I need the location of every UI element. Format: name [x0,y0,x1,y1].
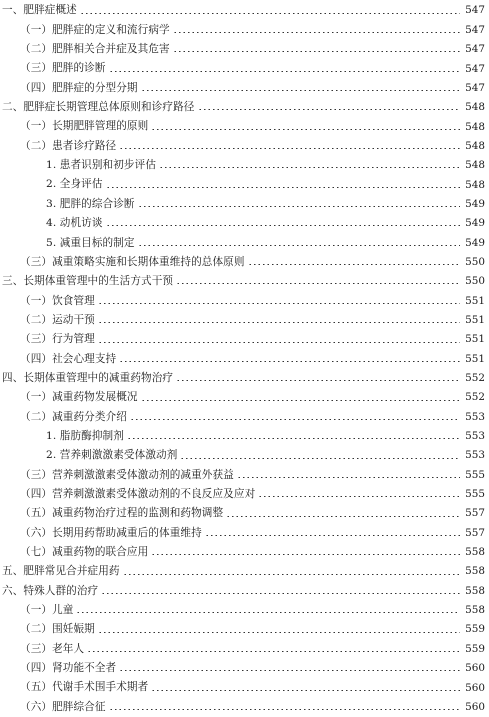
toc-entry-title: 一、肥胖症概述 [2,4,77,17]
toc-entry-level-2[interactable] [0,20,489,39]
dot-leader [123,574,460,575]
toc-entry-title: 三、长期体重管理中的生活方式干预 [2,275,174,288]
toc-entry-level-1[interactable] [0,98,489,117]
toc-entry-title: 四、长期体重管理中的减重药物治疗 [2,371,174,384]
toc-entry-level-2[interactable] [0,40,489,59]
toc-entry-page-number: 550 [465,255,485,268]
dot-leader [106,187,460,188]
toc-entry-level-2[interactable] [0,485,489,504]
toc-entry-page-number: 548 [465,120,485,133]
toc-entry-level-2[interactable] [0,388,489,407]
toc-entry-page-number: 549 [465,197,485,210]
toc-entry-page-number: 552 [465,391,485,404]
toc-entry-level-1[interactable] [0,1,489,20]
toc-entry-title: （一）肥胖症的定义和流行病学 [20,23,170,36]
toc-entry-title: 5. 减重目标的制定 [46,236,135,249]
toc-entry-level-2[interactable] [0,78,489,97]
toc-entry-page-number: 553 [465,449,485,462]
toc-entry-level-2[interactable] [0,465,489,484]
toc-entry-title: （四）营养刺激激素受体激动剂的不良反应及应对 [20,487,256,500]
toc-entry-title: （二）患者诊疗路径 [20,139,117,152]
toc-entry-page-number: 548 [465,159,485,172]
dot-leader [101,593,460,594]
toc-entry-page-number: 560 [465,662,485,675]
dot-leader [127,438,460,439]
toc-entry-title: （三）老年人 [20,642,85,655]
dot-leader [109,71,460,72]
toc-entry-level-1[interactable] [0,272,489,291]
dot-leader [198,109,461,110]
toc-entry-page-number: 560 [465,700,485,713]
toc-entry-page-number: 558 [465,565,485,578]
toc-entry-title: （二）肥胖相关合并症及其危害 [20,43,170,56]
dot-leader [119,148,460,149]
toc-entry-title: （三）行为管理 [20,333,95,346]
dot-leader [119,361,460,362]
toc-entry-title: （三）肥胖的诊断 [20,62,106,75]
toc-entry-page-number: 548 [465,139,485,152]
toc-entry-page-number: 559 [465,623,485,636]
dot-leader [226,516,460,517]
toc-entry-level-2[interactable] [0,620,489,639]
dot-leader [173,51,460,52]
dot-leader [109,709,460,710]
toc-entry-title: （五）代谢手术围手术期者 [20,681,149,694]
toc-entry-title: （四）肥胖症的分型分期 [20,81,138,94]
toc-entry-title: （一）长期肥胖管理的原则 [20,120,149,133]
toc-entry-title: （四）社会心理支持 [20,352,117,365]
toc-entry-title: （三）减重策略实施和长期体重维持的总体原则 [20,255,245,268]
toc-entry-level-2[interactable] [0,330,489,349]
dot-leader [98,303,460,304]
toc-entry-level-1[interactable] [0,581,489,600]
toc-entry-page-number: 549 [465,217,485,230]
dot-leader [141,90,460,91]
dot-leader [159,167,460,168]
toc-entry-page-number: 549 [465,236,485,249]
toc-entry-level-2[interactable] [0,639,489,658]
toc-entry-title: 二、肥胖症长期管理总体原则和诊疗路径 [2,101,195,114]
toc-entry-title: 3. 肥胖的综合诊断 [46,197,135,210]
dot-leader [151,690,460,691]
toc-entry-title: （六）肥胖综合征 [20,700,106,713]
dot-leader [151,129,460,130]
toc-entry-level-3[interactable] [0,214,489,233]
toc-entry-level-2[interactable] [0,601,489,620]
toc-entry-page-number: 557 [465,526,485,539]
toc-entry-level-2[interactable] [0,678,489,697]
toc-entry-page-number: 558 [465,604,485,617]
toc-entry-title: （七）减重药物的联合应用 [20,546,149,558]
dot-leader [98,342,460,343]
dot-leader [98,322,460,323]
dot-leader [76,612,460,613]
toc-entry-page-number: 547 [465,62,485,75]
toc-entry-title: 五、肥胖常见合并症用药 [2,565,120,578]
dot-leader [138,245,460,246]
toc-entry-title: （四）肾功能不全者 [20,662,117,675]
toc-entry-level-2[interactable] [0,136,489,155]
dot-leader [237,477,460,478]
dot-leader [248,264,460,265]
dot-leader [173,32,460,33]
toc-entry-page-number: 555 [465,468,485,481]
toc-entry-level-2[interactable] [0,252,489,271]
toc-entry-page-number: 550 [465,275,485,288]
toc-entry-level-2[interactable] [0,543,489,562]
dot-leader [130,419,460,420]
toc-entry-page-number: 548 [465,101,485,114]
toc-entry-page-number: 553 [465,430,485,443]
toc-entry-page-number: 551 [465,352,485,365]
toc-entry-level-3[interactable] [0,427,489,446]
toc-entry-level-2[interactable] [0,117,489,136]
toc-entry-level-3[interactable] [0,446,489,465]
toc-entry-level-2[interactable] [0,59,489,78]
toc-entry-page-number: 551 [465,294,485,307]
dot-leader [106,225,460,226]
toc-entry-level-2[interactable] [0,311,489,330]
toc-entry-page-number: 547 [465,43,485,56]
toc-entry-title: （六）长期用药帮助减重后的体重维持 [20,526,202,539]
dot-leader [119,670,460,671]
toc-entry-title: 1. 患者识别和初步评估 [46,159,157,172]
toc-entry-page-number: 560 [465,681,485,694]
toc-entry-level-2[interactable] [0,504,489,523]
toc-entry-title: （二）运动干预 [20,313,95,326]
dot-leader [258,496,460,497]
toc-entry-page-number: 559 [465,642,485,655]
toc-entry-title: （二）围妊娠期 [20,623,95,636]
toc-entry-title: （一）减重药物发展概况 [20,391,138,404]
dot-leader [141,400,460,401]
dot-leader [138,206,460,207]
toc-entry-page-number: 551 [465,313,485,326]
dot-leader [87,651,460,652]
toc-entry-title: 六、特殊人群的治疗 [2,584,99,597]
dot-leader [176,380,460,381]
toc-entry-level-1[interactable] [0,369,489,388]
toc-entry-title: 2. 全身评估 [46,178,103,191]
toc-entry-level-2[interactable] [0,407,489,426]
toc-entry-title: 2. 营养刺激激素受体激动剂 [46,449,178,462]
toc-entry-title: （五）减重药物治疗过程的监测和药物调整 [20,507,224,520]
toc-entry-level-2[interactable] [0,349,489,368]
toc-entry-page-number: 552 [465,372,485,384]
toc-entry-page-number: 557 [465,507,485,520]
toc-entry-page-number: 547 [465,4,485,17]
toc-entry-level-2[interactable] [0,659,489,678]
toc-entry-page-number: 547 [465,23,485,36]
dot-leader [151,554,460,555]
dot-leader [176,283,460,284]
toc-entry-page-number: 547 [465,81,485,94]
toc-entry-level-3[interactable] [0,175,489,194]
dot-leader [80,13,460,14]
toc-entry-title: 4. 动机访谈 [46,217,103,230]
toc-entry-page-number: 553 [465,410,485,423]
toc-entry-title: （一）儿童 [20,604,74,617]
dot-leader [205,535,460,536]
toc-entry-title: 1. 脂肪酶抑制剂 [46,429,124,442]
toc-entry-level-3[interactable] [0,233,489,252]
toc-entry-level-3[interactable] [0,156,489,175]
dot-leader [98,632,460,633]
toc-entry-title: （三）营养刺激激素受体激动剂的减重外获益 [20,468,234,481]
toc-entry-page-number: 558 [465,584,485,597]
toc-entry-level-2[interactable] [0,291,489,310]
toc-entry-level-2[interactable] [0,697,489,716]
dot-leader [180,458,460,459]
toc-entry-title: （一）饮食管理 [20,294,95,307]
toc-entry-page-number: 551 [465,333,485,346]
toc-entry-level-3[interactable] [0,194,489,213]
toc-entry-level-1[interactable] [0,562,489,581]
toc-entry-page-number: 558 [465,546,485,559]
toc-entry-page-number: 555 [465,488,485,501]
toc-entry-page-number: 548 [465,178,485,191]
toc-entry-title: （二）减重药分类介绍 [20,410,127,423]
toc-entry-level-2[interactable] [0,523,489,542]
